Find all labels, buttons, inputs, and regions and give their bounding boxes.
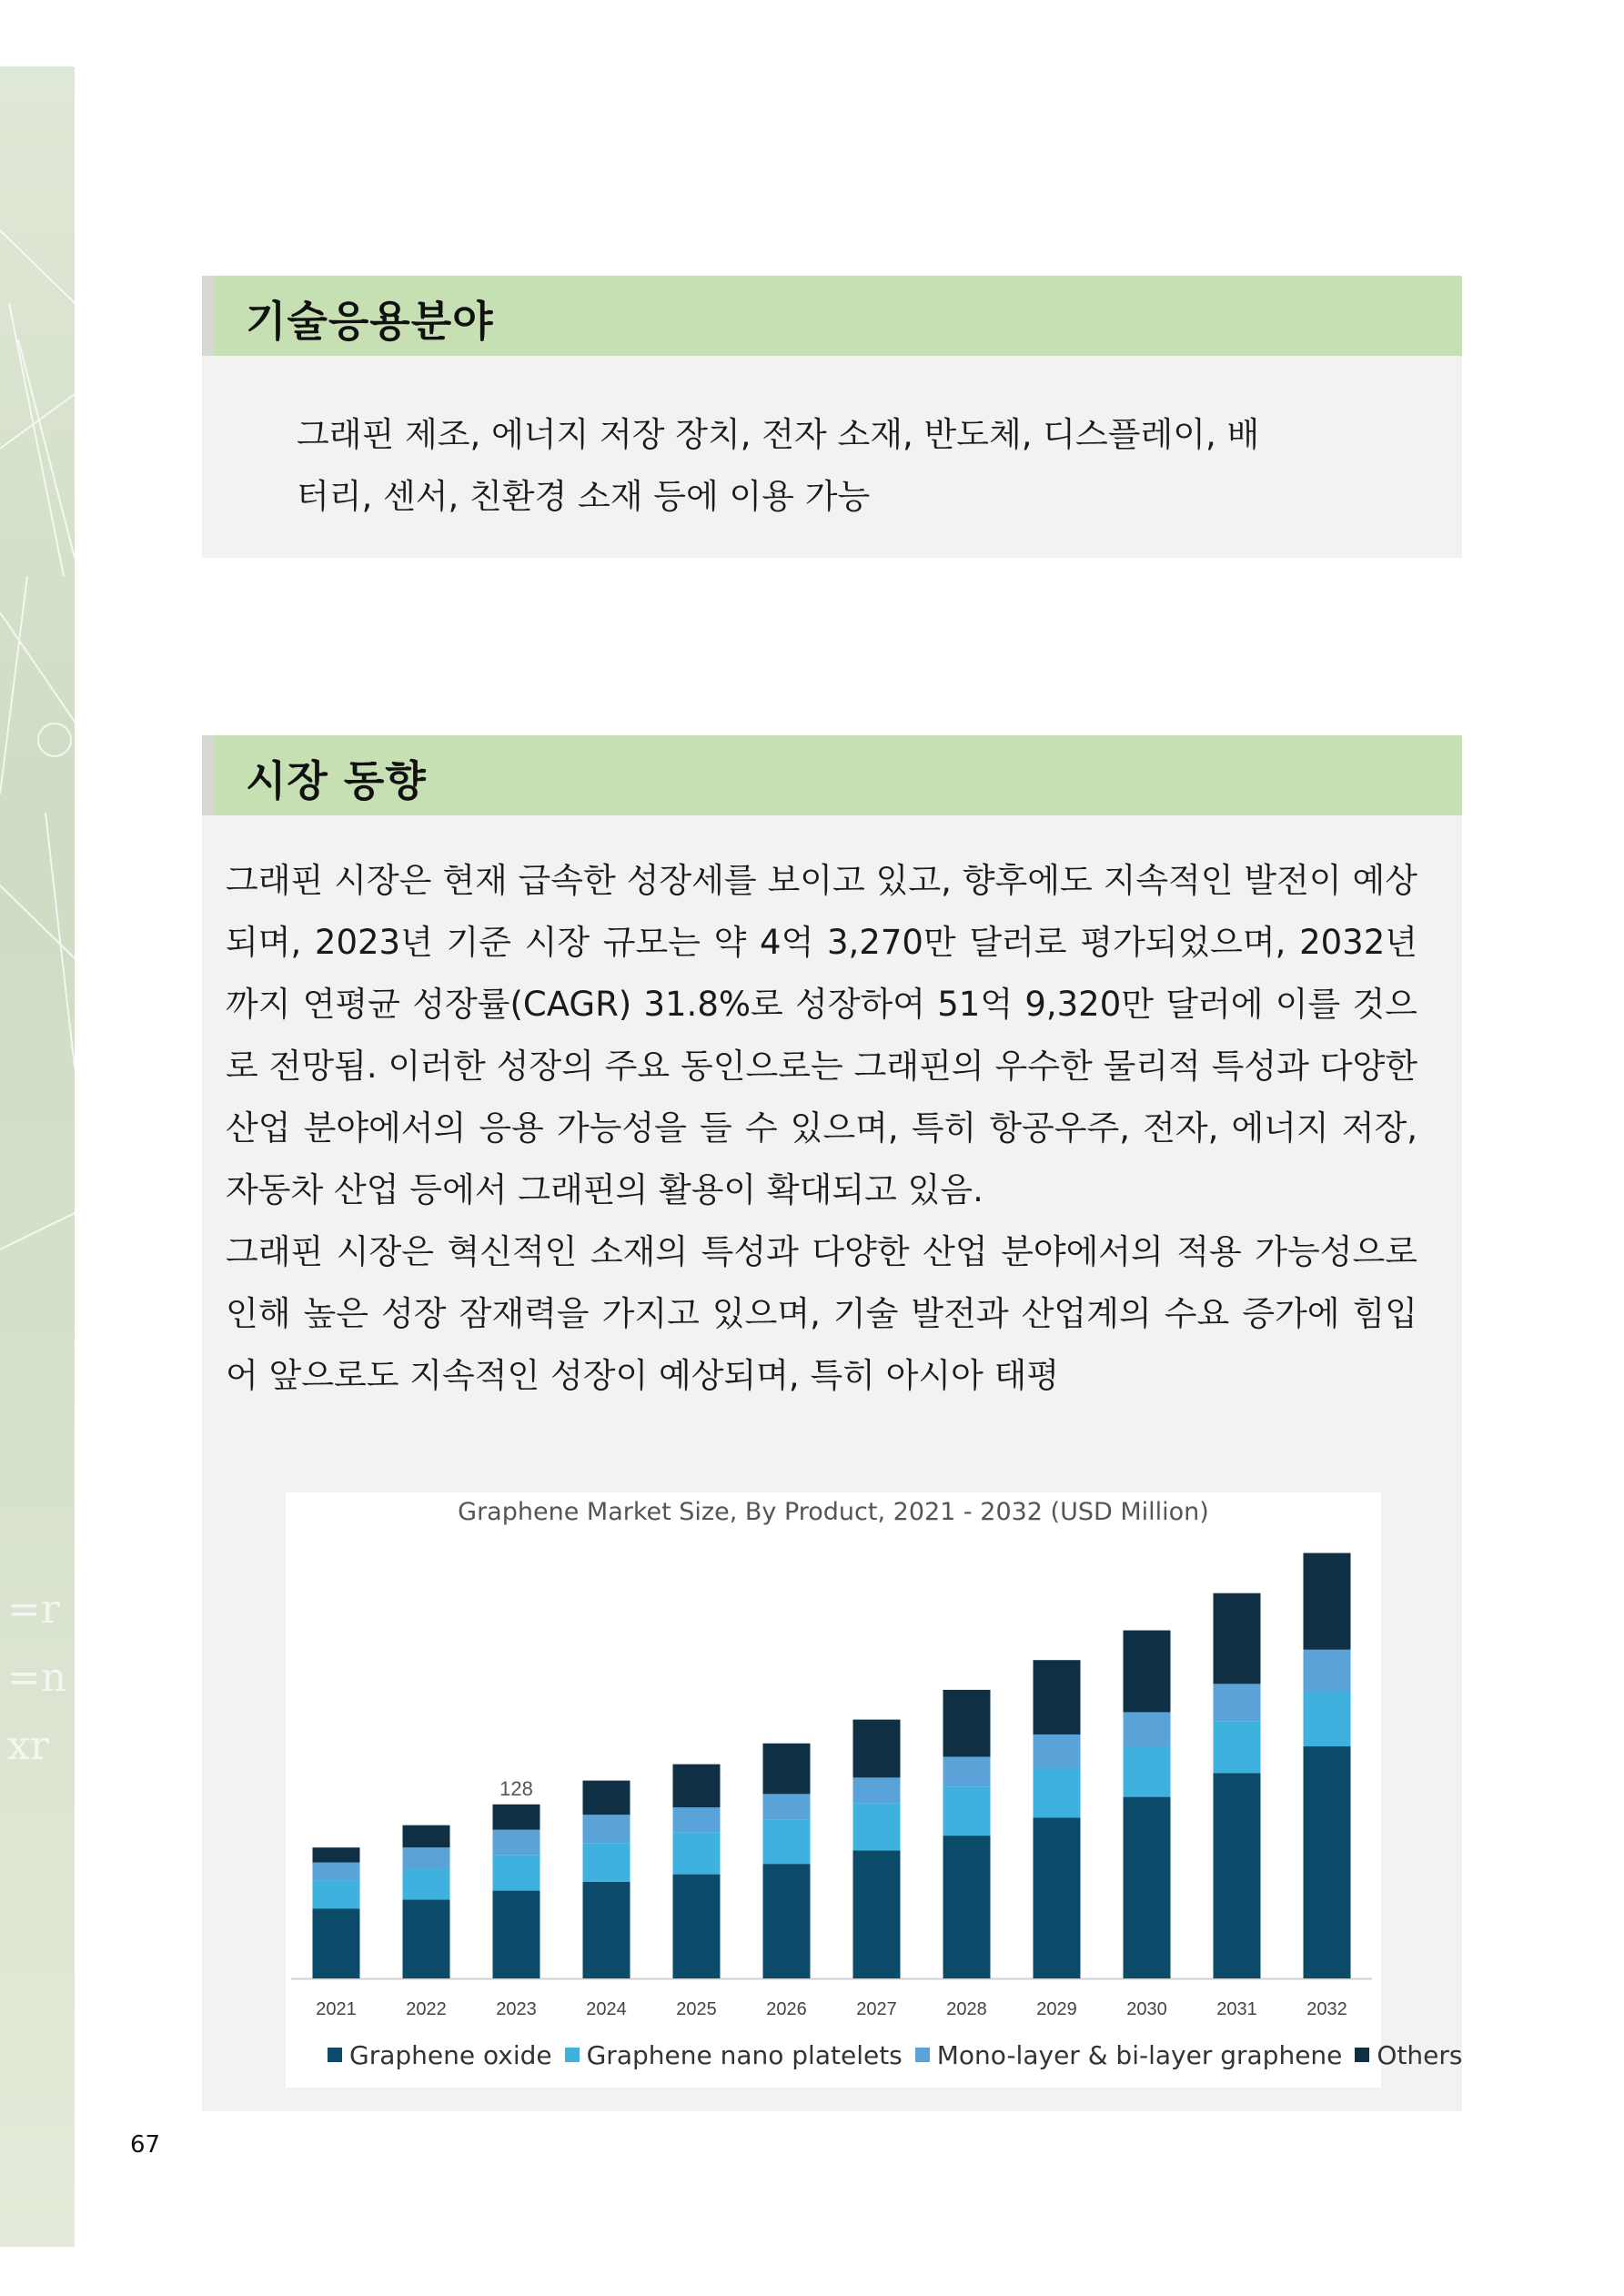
bar-segment <box>493 1855 540 1890</box>
decorative-pattern-icon <box>0 66 75 2247</box>
bar-segment <box>673 1875 721 1978</box>
bar-segment <box>763 1794 811 1819</box>
x-tick-label: 2025 <box>676 1999 717 2019</box>
bar-segment <box>583 1843 630 1881</box>
bar-segment <box>943 1690 991 1757</box>
bar-segment <box>763 1864 811 1978</box>
x-tick-label: 2023 <box>496 1999 537 2019</box>
bar-segment <box>313 1847 360 1862</box>
applications-text <box>297 404 1361 528</box>
x-tick-label: 2028 <box>946 1999 987 2019</box>
text-line: 터리, 센서, 친환경 소재 등에 이용 가능 <box>297 477 871 516</box>
bar-segment <box>583 1882 630 1978</box>
bar-segment <box>493 1830 540 1856</box>
bar-segment <box>673 1765 721 1807</box>
bar-segment <box>403 1868 450 1899</box>
bar-segment <box>1304 1553 1351 1650</box>
legend-item <box>328 2040 552 2070</box>
paragraph: 그래핀 시장은 현재 급속한 성장세를 보이고 있고, 향후에도 지속적인 발전이 예상되며, 2023년 기준 시장 규모는 약 4억 3,270만 달러로 평가되었으며, 2032년까지 연평균 성장률(CAGR) 31.8%로 성장하여 51억 9,320만 달러에 이를 것으로 전망됨. 이러한 성장의 주요 동인으로는 그래핀의 우수한 물리적 특성과 다양한 산업 분야에서의 응용 가능성을 들 수 있으며, 특히 항공우주, 전자, 에너지 저장, 자동차 산업 등에서 그래핀의 활용이 확대되고 있음. <box>226 861 1417 1209</box>
bar-segment <box>1214 1773 1261 1978</box>
decorative-side-strip <box>0 66 75 2247</box>
bar-segment <box>313 1863 360 1881</box>
x-tick-label: 2021 <box>316 1999 357 2019</box>
chart-title: Graphene Market Size, By Product, 2021 - 2032 (USD Million) <box>458 1498 1209 1526</box>
bar-segment <box>943 1836 991 1978</box>
legend-label: Others <box>1377 2039 1463 2070</box>
bar-segment <box>1034 1660 1081 1735</box>
bar-segment <box>673 1833 721 1875</box>
bar-segment <box>1124 1797 1171 1978</box>
bar-segment <box>1214 1721 1261 1773</box>
x-tick-label: 2024 <box>586 1999 627 2019</box>
data-label: 128 <box>499 1776 533 1800</box>
bar-segment <box>403 1899 450 1978</box>
page-number: 67 <box>130 2131 161 2159</box>
legend-item <box>565 2040 903 2070</box>
bar-segment <box>943 1786 991 1836</box>
bar-segment <box>853 1803 901 1850</box>
legend-swatch <box>328 2048 342 2062</box>
legend-swatch <box>565 2048 580 2062</box>
bar-segment <box>493 1891 540 1978</box>
legend-swatch <box>915 2048 930 2062</box>
bar-segment <box>403 1847 450 1868</box>
x-tick-label: 2026 <box>766 1999 807 2019</box>
bar-segment <box>1304 1746 1351 1978</box>
section-header-market <box>202 735 1462 815</box>
bar-segment <box>1304 1692 1351 1746</box>
bar-segment <box>1214 1684 1261 1721</box>
x-tick-label: 2032 <box>1306 1999 1347 2019</box>
market-text <box>226 850 1417 1407</box>
bar-segment <box>583 1815 630 1843</box>
text-line: 그래핀 제조, 에너지 저장 장치, 전자 소재, 반도체, 디스플레이, 배 <box>297 415 1260 454</box>
bar-segment <box>763 1819 811 1864</box>
x-tick-label: 2027 <box>856 1999 897 2019</box>
svg-text:=n: =n <box>7 1654 67 1701</box>
paragraph: 그래핀 시장은 혁신적인 소재의 특성과 다양한 산업 분야에서의 적용 가능성으로 인해 높은 성장 잠재력을 가지고 있으며, 기술 발전과 산업계의 수요 증가에 힘입어 앞으로도 지속적인 성장이 예상되며, 특히 아시아 태평 <box>226 1232 1417 1395</box>
svg-text:xr: xr <box>7 1723 49 1769</box>
bar-segment <box>853 1850 901 1978</box>
market-size-chart <box>286 1492 1463 2088</box>
legend-label: Graphene nano platelets <box>586 2039 903 2070</box>
legend-item <box>1355 2040 1462 2070</box>
bar-segment <box>403 1826 450 1848</box>
svg-text:=r: =r <box>7 1586 60 1633</box>
bar-segment <box>673 1807 721 1833</box>
bar-segment <box>313 1880 360 1908</box>
chart-plot <box>286 1492 1381 2038</box>
bar-segment <box>1034 1735 1081 1769</box>
legend-item <box>915 2040 1343 2070</box>
bar-segment <box>1034 1817 1081 1978</box>
bar-segment <box>1124 1712 1171 1746</box>
legend-label: Graphene oxide <box>349 2039 552 2070</box>
bar-segment <box>853 1720 901 1778</box>
legend-label: Mono-layer & bi-layer graphene <box>936 2039 1343 2070</box>
bar-segment <box>1124 1631 1171 1713</box>
x-tick-label: 2031 <box>1216 1999 1257 2019</box>
x-tick-label: 2030 <box>1126 1999 1167 2019</box>
section-header-applications <box>202 276 1462 356</box>
chart-legend <box>328 2037 1463 2073</box>
bar-segment <box>763 1744 811 1795</box>
bar-segment <box>1034 1769 1081 1818</box>
bar-segment <box>493 1805 540 1830</box>
bar-segment <box>1124 1746 1171 1797</box>
bar-segment <box>313 1908 360 1978</box>
bar-segment <box>1214 1593 1261 1684</box>
x-tick-label: 2022 <box>406 1999 447 2019</box>
x-tick-label: 2029 <box>1036 1999 1077 2019</box>
section-title: 기술응용분야 <box>246 297 494 346</box>
bar-segment <box>943 1756 991 1786</box>
legend-swatch <box>1355 2048 1369 2062</box>
bar-segment <box>853 1777 901 1803</box>
bar-segment <box>1304 1650 1351 1692</box>
section-title: 시장 동향 <box>246 756 427 805</box>
bar-segment <box>583 1781 630 1816</box>
